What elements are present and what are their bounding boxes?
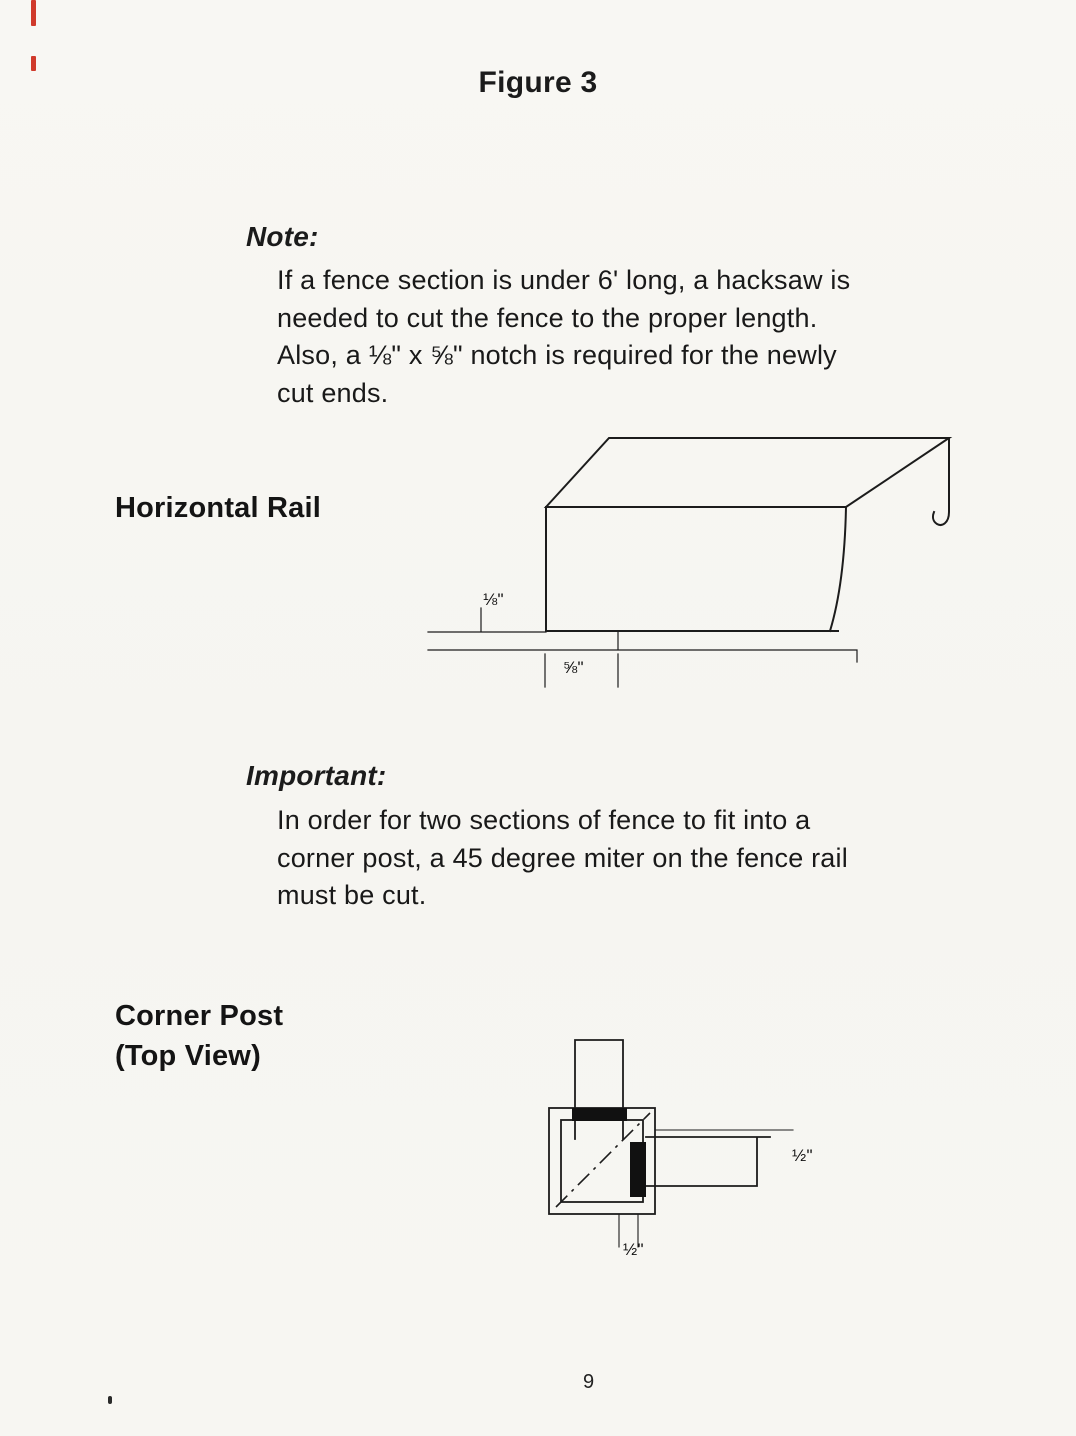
- note-line: needed to cut the fence to the proper length.: [277, 302, 818, 333]
- notch-depth-dimension: ⅛": [483, 590, 504, 609]
- note-line: cut ends.: [277, 377, 389, 408]
- scan-artifact-red-top: [31, 0, 36, 26]
- note-body: [277, 262, 850, 412]
- vertical-rail-outline: [575, 1040, 623, 1139]
- important-body: [277, 802, 848, 915]
- note-heading: Note:: [246, 221, 319, 252]
- corner-post-label-line1: Corner Post: [115, 1000, 284, 1032]
- corner-post-label: [115, 996, 283, 1076]
- horizontal-rail-diagram: [420, 425, 980, 710]
- rail-end-hook: [933, 438, 949, 525]
- notch-width-dimension: ⅝": [563, 658, 584, 677]
- note-line: If a fence section is under 6' long, a hacksaw is: [277, 265, 851, 295]
- wall-thickness-dimension-right: ½": [792, 1146, 813, 1165]
- important-line: corner post, a 45 degree miter on the fence rail: [277, 842, 848, 873]
- figure-title: Figure 3: [478, 66, 598, 99]
- rail-notch-lines: [428, 632, 857, 662]
- corner-post-label-line2: (Top View): [115, 1040, 261, 1072]
- horizontal-rail-label: Horizontal Rail: [115, 492, 322, 524]
- important-line: In order for two sections of fence to fit into a: [277, 805, 811, 835]
- scan-artifact-speck: [108, 1396, 112, 1404]
- rail-end-bar-right: [630, 1142, 646, 1197]
- important-line: must be cut.: [277, 880, 427, 910]
- rail-top-face: [546, 438, 949, 507]
- important-heading: Important:: [246, 760, 387, 791]
- page-number: 9: [583, 1371, 595, 1393]
- rail-end-bar-top: [572, 1108, 627, 1121]
- note-line: Also, a ⅛" x ⅝" notch is required for the newly: [277, 340, 837, 370]
- wall-thickness-dimension-bottom: ½": [623, 1240, 644, 1259]
- horizontal-rail-outline: [646, 1137, 770, 1186]
- rail-front-face: [546, 507, 846, 631]
